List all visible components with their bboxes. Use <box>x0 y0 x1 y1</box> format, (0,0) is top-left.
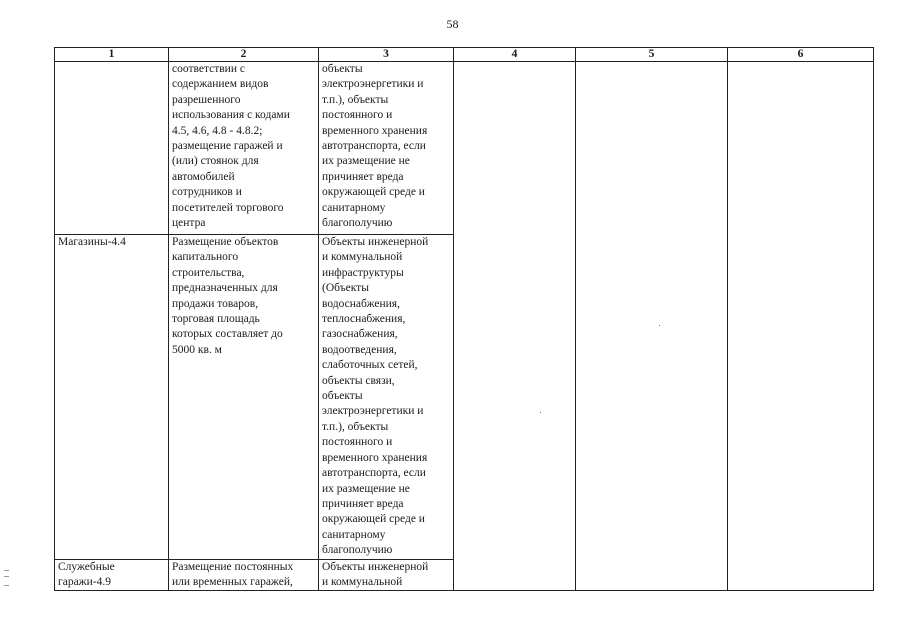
row-2-auxiliary-uses: Объекты инженерной и коммунальной инфраструктуры (Объекты водоснабжения, теплоснабжения, газоснабжения, водоотведения, слаботочных сетей, объекты связи, объекты электроэнергетики и т.п.), объекты постоянного и временного хранения автотранспорта, если их размещение не причиняет вреда окружающей среде и санитарному благополучию <box>322 236 429 557</box>
row-2-description: Размещение объектов капитального строительства, предназначенных для продажи товаров, торговая площадь которых составляет до 5000 кв. м <box>172 236 283 356</box>
column-header-4: 4 <box>454 48 576 62</box>
regulations-table <box>54 47 874 591</box>
scan-speck <box>540 412 541 413</box>
scan-margin-marks <box>4 570 9 586</box>
row-3-description: Размещение постоянных или временных гаражей, <box>172 560 294 588</box>
column-header-2: 2 <box>169 48 319 62</box>
row-3-col-1 <box>55 559 169 591</box>
row-1-col-1 <box>55 62 169 235</box>
header-row <box>55 48 874 62</box>
row-3-col-3 <box>319 559 454 591</box>
row-2-col-3 <box>319 235 454 560</box>
row-2-col-1 <box>55 235 169 560</box>
page-number: 58 <box>446 17 459 31</box>
row-1-col-2 <box>169 62 319 235</box>
column-5-cell <box>576 62 728 591</box>
row-1-col-3 <box>319 62 454 235</box>
row-1-description: соответствии с содержанием видов разрешенного использования с кодами 4.5, 4.6, 4.8 - 4.8.2; размещение гаражей и (или) стоянок для автомобилей сотрудников и посетителей торгового центра <box>172 63 290 230</box>
row-2-col-2 <box>169 235 319 560</box>
column-header-1: 1 <box>55 48 169 62</box>
column-header-3: 3 <box>319 48 454 62</box>
row-3-use-name: Служебные гаражи-4.9 <box>58 560 115 588</box>
column-4-cell <box>454 62 576 591</box>
row-3-col-2 <box>169 559 319 591</box>
column-6-cell <box>728 62 874 591</box>
row-2-use-name: Магазины-4.4 <box>58 236 126 248</box>
table-row <box>55 62 874 235</box>
row-1-auxiliary-uses: объекты электроэнергетики и т.п.), объекты постоянного и временного хранения автотранспорта, если их размещение не причиняет вреда окружающей среде и санитарному благополучию <box>322 63 428 230</box>
column-header-5: 5 <box>576 48 728 62</box>
row-3-auxiliary-uses: Объекты инженерной и коммунальной <box>322 560 429 588</box>
column-header-6: 6 <box>728 48 874 62</box>
scan-speck <box>659 325 660 326</box>
